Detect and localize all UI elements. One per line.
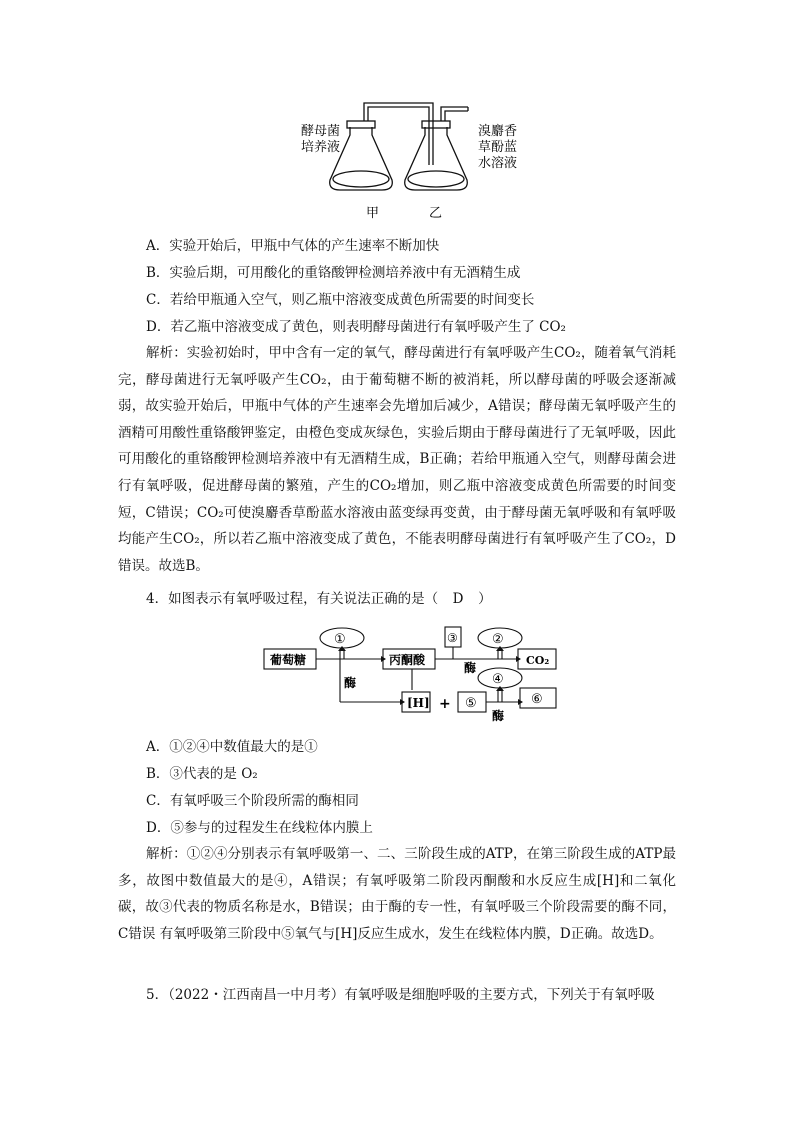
q4-option-a: A．①②④中数值最大的是① — [146, 739, 318, 755]
q4-option-b: B．③代表的是 O₂ — [146, 766, 258, 782]
node-glucose: 葡萄糖 — [270, 653, 307, 667]
enzyme-label-3: 酶 — [492, 709, 505, 722]
flask-apparatus-figure — [290, 95, 530, 225]
q3-option-d: D．若乙瓶中溶液变成了黄色，则表明酵母菌进行有氧呼吸产生了 CO₂ — [146, 319, 566, 335]
enzyme-label-1: 酶 — [344, 676, 357, 690]
flask-left-label-2: 培养液 — [301, 140, 341, 155]
marker-2: ② — [492, 632, 504, 647]
marker-1: ① — [334, 632, 346, 647]
q4-stem — [146, 589, 492, 609]
flask-a-label: 甲 — [366, 206, 380, 221]
marker-3: ③ — [447, 631, 458, 645]
q4-option-d: D．⑤参与的过程发生在线粒体内膜上 — [146, 820, 373, 836]
q4-answer: D — [452, 591, 464, 607]
q4-option-c: C．有氧呼吸三个阶段所需的酶相同 — [146, 793, 359, 809]
node-pyruvate: 丙酮酸 — [389, 653, 426, 667]
marker-6: ⑥ — [531, 692, 543, 707]
q3-option-b: B．实验后期，可用酸化的重铬酸钾检测培养液中有无酒精生成 — [146, 265, 521, 281]
q3-analysis: 解析：实验初始时，甲中含有一定的氧气，酵母菌进行有氧呼吸产生CO₂，随着氧气消耗完，酵母菌进行无氧呼吸产生CO₂，由于葡萄糖不断的被消耗，所以酵母菌的呼吸会逐渐减弱，故实验开始后，甲瓶中气体的产生速率会先增加后减少，A错误；酵母菌无氧呼吸产生的酒精可用酸性重铬酸钾鉴定，由橙色变成灰绿色，实验后期由于酵母菌进行了无氧呼吸，因此可用酸化的重铬酸钾检测培养液中有无酒精生成，B正确；若给甲瓶通入空气，则酵母菌会进行有氧呼吸，促进酵母菌的繁殖，产生的CO₂增加，则乙瓶中溶液变成黄色所需要的时间变短，C错误；CO₂可使溴麝香草酚蓝水溶液由蓝变绿再变黄，由于酵母菌无氧呼吸和有氧呼吸均能产生CO₂，所以若乙瓶中溶液变成了黄色，不能表明酵母菌进行有氧呼吸产生了CO₂，D错误。故选B。 — [118, 345, 676, 574]
flask-right-label-1: 溴麝香 — [478, 124, 518, 139]
marker-4: ④ — [492, 672, 504, 687]
aerobic-respiration-diagram — [262, 622, 562, 722]
flask-left-label-1: 酵母菌 — [301, 124, 341, 139]
node-h: [H] — [407, 696, 430, 710]
q5-stem: 5．（2022・江西南昌一中月考）有氧呼吸是细胞呼吸的主要方式，下列关于有氧呼吸 — [146, 987, 655, 1003]
q4-stem-close: ） — [478, 591, 492, 607]
flask-right-label-3: 水溶液 — [478, 156, 518, 171]
q4-analysis: 解析：①②④分别表示有氧呼吸第一、二、三阶段生成的ATP，在第三阶段生成的ATP最多，故图中数值最大的是④，A错误；有氧呼吸第二阶段丙酮酸和水反应生成[H]和二氧化碳，故③代表的物质名称是水，B错误；由于酶的专一性，有氧呼吸三个阶段需要的酶不同，C错误 有氧呼吸第三阶段中⑤氧气与[H]反应生成水，发生在线粒体内膜，D正确。故选D。 — [118, 846, 676, 942]
q3-option-a: A．实验开始后，甲瓶中气体的产生速率不断加快 — [146, 238, 440, 254]
node-co2: CO₂ — [526, 654, 550, 667]
marker-5: ⑤ — [465, 696, 477, 711]
q3-option-c: C．若给甲瓶通入空气，则乙瓶中溶液变成黄色所需要的时间变长 — [146, 292, 535, 308]
enzyme-label-2: 酶 — [464, 661, 477, 675]
flask-right-label-2: 草酚蓝 — [478, 140, 518, 155]
plus-sign: + — [439, 696, 451, 712]
q4-stem-text: 4．如图表示有氧呼吸过程，有关说法正确的是（ — [146, 591, 439, 607]
flask-b-label: 乙 — [429, 206, 443, 221]
